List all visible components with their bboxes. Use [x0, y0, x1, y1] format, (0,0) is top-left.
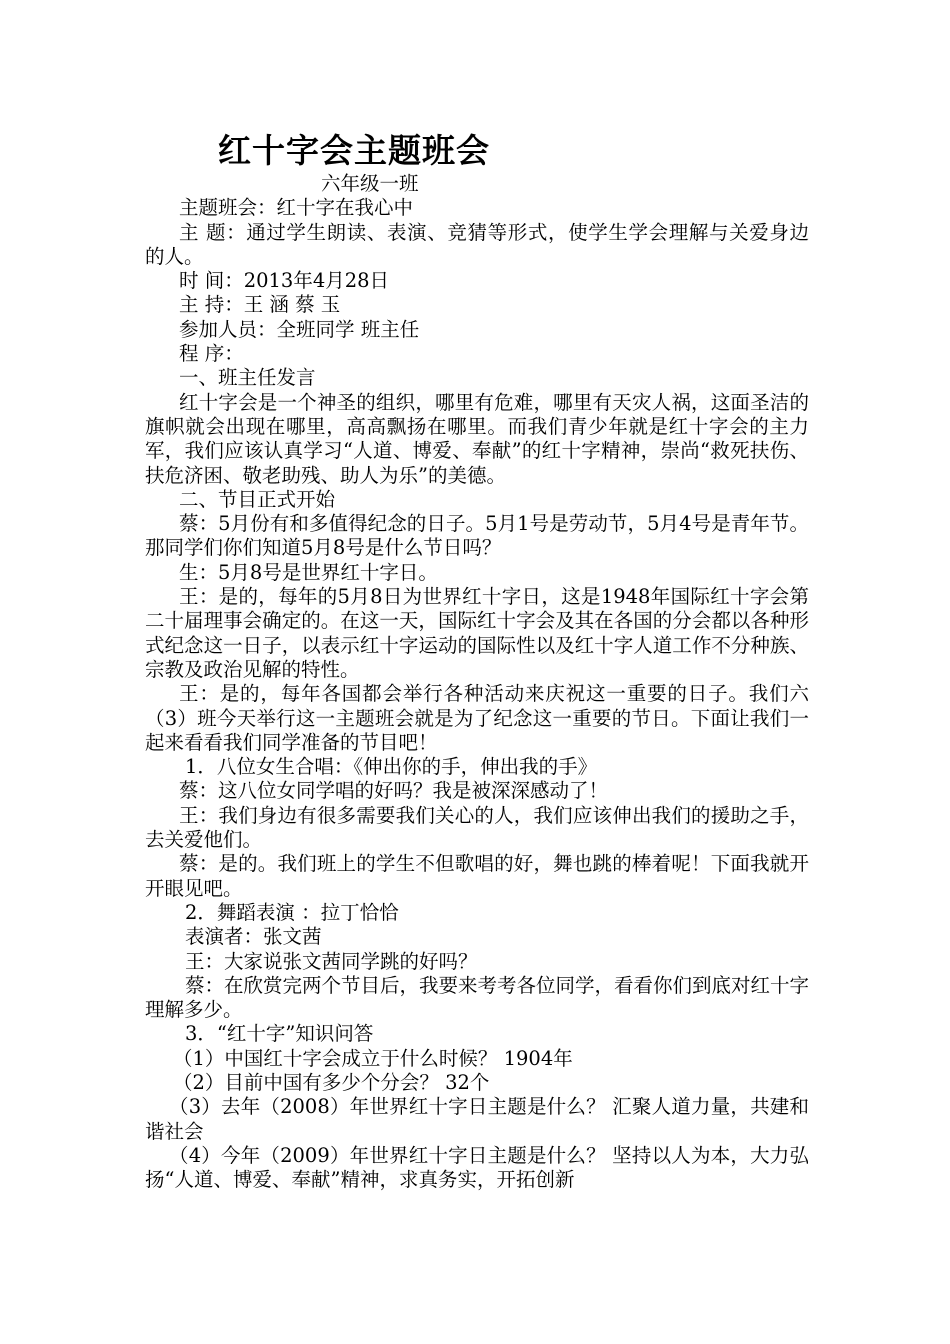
dialogue-paragraph: 王：大家说张文茜同学跳的好吗？	[185, 949, 478, 973]
document-body	[145, 172, 809, 1192]
class-name: 六年级一班	[321, 172, 419, 195]
document-title: 红十字会主题班会	[218, 131, 490, 170]
quiz-question-3: （3）去年（2008）年世界红十字日主题是什么？ 汇聚人道力量，共建和谐社会	[145, 1095, 809, 1143]
program-item-3: 3．“红十字”知识问答	[185, 1022, 374, 1046]
participants-line: 参加人员：全班同学 班主任	[179, 317, 420, 341]
dialogue-paragraph: 王：是的，每年的5月8日为世界红十字日，这是1948年国际红十字会第二十届理事会确定的。在这一天，国际红十字会及其在各国的分会都以各种形式纪念这一日子，以表示红十字运动的国际性以及红十字人道工作不分种族、宗教及政治见解的特性。	[145, 585, 809, 681]
program-item-2: 2．舞蹈表演 ：拉丁恰恰	[185, 900, 399, 924]
dialogue-paragraph: 生：5月8号是世界红十字日。	[179, 560, 438, 584]
quiz-question-1: （1）中国红十字会成立于什么时候？ 1904年	[173, 1046, 573, 1070]
dialogue-paragraph: 王：我们身边有很多需要我们关心的人，我们应该伸出我们的援助之手，去关爱他们。	[145, 803, 809, 852]
program-heading: 程 序：	[179, 342, 244, 366]
dialogue-paragraph: 蔡：是的。我们班上的学生不但歌唱的好，舞也跳的棒着呢！下面我就开开眼见吧。	[145, 852, 809, 900]
topic-line: 主 题：通过学生朗读、表演、竞猜等形式，使学生学会理解与关爱身边的人。	[145, 220, 809, 268]
dialogue-paragraph: 蔡：这八位女同学唱的好吗？我是被深深感动了！	[179, 779, 609, 803]
section-heading-2: 二、节目正式开始	[179, 487, 336, 511]
quiz-question-2: （2）目前中国有多少个分会？ 32个	[173, 1070, 490, 1094]
program-item-1: 1．八位女生合唱：《伸出你的手，伸出我的手》	[185, 755, 598, 779]
time-line: 时 间：2013年4月28日	[179, 269, 390, 293]
quiz-question-4: （4）今年（2009）年世界红十字日主题是什么？ 坚持以人为本，大力弘扬“人道、博爱、奉献”精神，求真务实，开拓创新	[145, 1143, 809, 1192]
theme-line: 主题班会：红十字在我心中	[179, 196, 414, 220]
dialogue-paragraph: 王：是的，每年各国都会举行各种活动来庆祝这一重要的日子。我们六（3）班今天举行这一主题班会就是为了纪念这一重要的节日。下面让我们一起来看看我们同学准备的节目吧！	[145, 682, 809, 754]
dialogue-paragraph: 蔡：5月份有和多值得纪念的日子。5月1号是劳动节，5月4号是青年节。那同学们你们知道5月8号是什么节日吗？	[145, 512, 809, 560]
section-heading-1: 一、班主任发言	[179, 366, 316, 390]
performer-line: 表演者：张文茜	[185, 925, 322, 949]
dialogue-paragraph: 蔡：在欣赏完两个节目后，我要来考考各位同学，看看你们到底对红十字理解多少。	[145, 973, 810, 1022]
host-line: 主 持：王 涵 蔡 玉	[179, 293, 341, 317]
teacher-speech-paragraph: 红十字会是一个神圣的组织，哪里有危难，哪里有天灾人祸，这面圣洁的旗帜就会出现在哪里，高高飘扬在哪里。而我们青少年就是红十字会的主力军，我们应该认真学习“人道、博爱、奉献”的红十字精神，崇尚“救死扶伤、扶危济困、敬老助残、助人为乐”的美德。	[145, 390, 809, 487]
